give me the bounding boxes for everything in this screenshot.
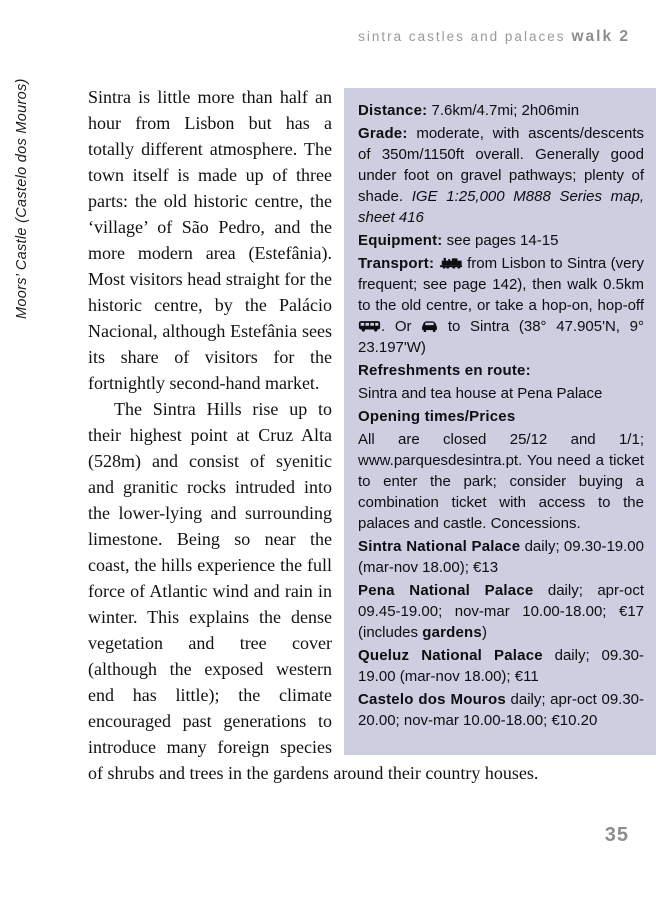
venue-details-bold-word: gardens [422, 624, 482, 641]
refreshments-heading: Refreshments en route: [358, 362, 531, 379]
article-paragraph-2: The Sintra Hills rise up to their highest point at Cruz Alta (528m) and consist of syenitic and granitic rocks intruded into the lower-lying and surrounding limestone. Being so near the coast, the hills experience the full force of Atlantic wind and rain in winter. This explains the dense vegetation and tree cover (although the exposed western end has little); the climate encouraged past generations to introduce many foreign species of shrubs and trees in the gardens around their country houses. [88, 399, 539, 783]
distance-label: Distance: [358, 102, 428, 119]
venue-name: Pena National Palace [358, 582, 534, 599]
photo-caption-vertical: Moors’ Castle (Castelo dos Mouros) [14, 78, 30, 319]
article-text [88, 84, 605, 786]
header-walk-number: walk 2 [571, 28, 630, 45]
venue-details-post: ) [481, 624, 487, 641]
venue-name: Queluz National Palace [358, 647, 543, 664]
refreshments-value: Sintra and tea house at Pena Palace [358, 385, 603, 402]
venue-details: daily; 09.30-19.00 (mar-nov 18.00); €11 [358, 647, 645, 685]
venue-name: Sintra National Palace [358, 538, 521, 555]
transport-text-3: to Sintra (38° 47.905'N, 9° 23.197'W) [358, 318, 644, 356]
transport-label: Transport: [358, 255, 435, 272]
transport-text-2: . Or [381, 318, 412, 335]
venue-details: daily; apr-oct 09.45-19.00; nov-mar 10.00-18.00; €17 (includes [358, 582, 645, 641]
venue-details: daily; 09.30-19.00 (mar-nov 18.00); €13 [358, 538, 644, 576]
distance-value: 7.6km/4.7mi; 2h06min [431, 102, 580, 119]
opening-times-heading: Opening times/Prices [358, 408, 516, 425]
header-title: sintra castles and palaces [358, 29, 566, 44]
article-paragraph-1: Sintra is little more than half an hour from Lisbon but has a totally different atmosphere. The town itself is made up of three parts: the old historic centre, the ‘village’ of São Pedro, and the more modern area (Estefânia). Most visitors head straight for the historic centre, by the Palácio Nacional, although Estefânia sees its share of visitors for the fortnightly second-hand market. [88, 87, 332, 393]
venue-details: daily; apr-oct 09.30-20.00; nov-mar 10.00-18.00; €10.20 [358, 691, 645, 729]
equipment-value: see pages 14-15 [446, 232, 559, 249]
venue-name: Castelo dos Mouros [358, 691, 506, 708]
running-header [358, 28, 630, 46]
transport-text-1: from Lisbon to Sintra (very frequent; see page 142), then walk 0.5km to the old centre, or take a hop-on, hop-off [358, 255, 645, 314]
page-number: 35 [604, 824, 629, 846]
opening-times-intro: All are closed 25/12 and 1/1; www.parquesdesintra.pt. You need a ticket to enter the park; consider buying a combination ticket with access to the palaces and castle. Concessions. [358, 431, 644, 532]
grade-label: Grade: [358, 125, 408, 142]
grade-value: moderate, with ascents/descents of 350m/1150ft overall. Generally good under foot on gravel pathways; plenty of shade. [358, 125, 644, 205]
infobox-wrap-spacer [332, 84, 605, 756]
grade-map-reference: IGE 1:25,000 M888 Series map, sheet 416 [358, 188, 644, 226]
equipment-label: Equipment: [358, 232, 443, 249]
